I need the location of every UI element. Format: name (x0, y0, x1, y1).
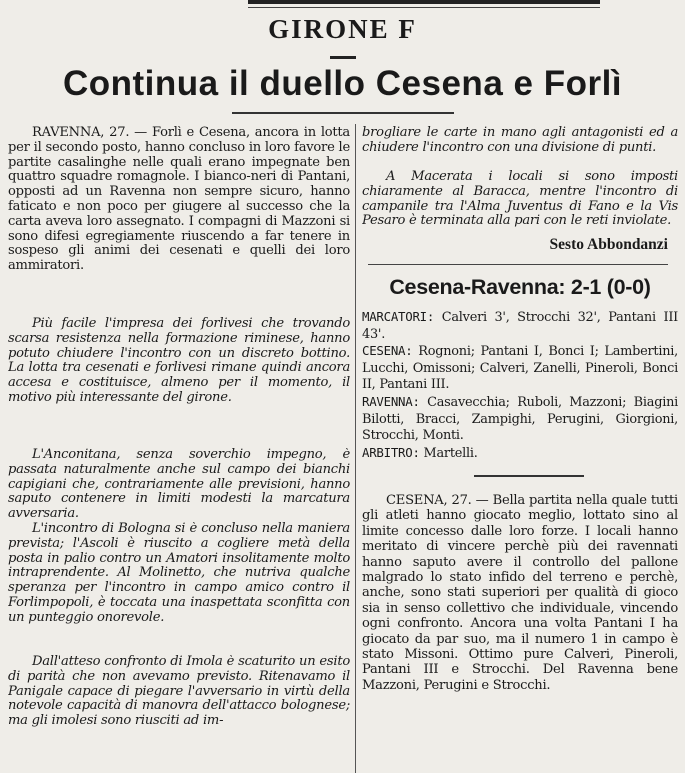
ravenna-players: Casavecchia; Ruboli, Mazzoni; Biagini Bilotti, Bracci, Zampighi, Perugini, Giorgioni, Strocchi, Monti. (362, 394, 678, 444)
right-column (362, 126, 678, 773)
referee-line (362, 445, 678, 463)
paragraph-bologna: L'incontro di Bologna si è concluso nella maniera prevista; l'Ascoli è riuscito a cogliere metà della posta in palio contro un Amatori insolitamente molto intraprendente. Al Molinetto, che nutriva qualche speranza per l'incontro in campo amico contro il Forlimpopoli, è toccata una inaspettata sconfitta con un punteggio onorevole. (8, 522, 350, 625)
match-result-title: Cesena-Ravenna: 2-1 (0-0) (389, 275, 651, 299)
scorers-line (362, 309, 678, 343)
cesena-lineup (362, 343, 678, 394)
article-headline: Continua il duello Cesena e Forlì (62, 64, 623, 103)
ravenna-lineup (362, 394, 678, 445)
scorers-label: MARCATORI: (362, 309, 435, 324)
ravenna-label: RAVENNA: (362, 393, 420, 409)
paragraph-anconitana: L'Anconitana, senza soverchio impegno, è passata naturalmente anche sul campo dei bianchi capigiani che, contrariamente alle previsioni, hanno saputo contenere in limiti modesti la marcatura avversaria. (8, 448, 350, 522)
signature-rule (368, 264, 668, 265)
section-dash (330, 56, 356, 59)
match-report (362, 493, 678, 773)
author-signature: Sesto Abbondanzi (549, 236, 668, 253)
column-divider (355, 124, 356, 773)
section-heading: GIRONE F (268, 14, 417, 44)
referee-label: ARBITRO: (362, 444, 420, 460)
paragraph-match-report: CESENA, 27. — Bella partita nella quale tutti gli atleti hanno giocato meglio, lottato sino al limite concesso dalle loro forze. I locali hanno meritato di vincere perchè più dei ravennati hanno saputo avere il controllo del pallone malgrado lo stato infido del terreno e perchè, anche, sono stati superiori per qualità di gioco sia in senso collettivo che individuale, vincendo ogni confronto. Ancora una volta Pantani I ha giocato da par suo, ma il numero 1 in campo è stato Missoni. Ottimo pure Calveri, Pineroli, Pantani III e Strocchi. Del Ravenna bene Mazzoni, Perugini e Strocchi. (362, 493, 678, 693)
headline-rule (232, 112, 454, 114)
cesena-label: CESENA: (362, 343, 413, 359)
paragraph-ravenna-intro: RAVENNA, 27. — Forlì e Cesena, ancora in lotta per il secondo posto, hanno concluso in loro favore le partite casalinghe nelle quali erano impegnate ben quattro squadre romagnole. I bianco-neri di Pantani, opposti ad un Ravenna non sempre sicuro, hanno faticato e non poco per giugere al successo che la carta aveva loro assegnato. I compagni di Mazzoni si sono difesi egregiamente riuscendo a far tenere in sospeso gli animi dei cesenati e quelli dei loro ammiratori. (8, 126, 350, 274)
top-rule (248, 0, 600, 4)
paragraph-continuation: brogliare le carte in mano agli antagonisti ed a chiudere l'incontro con una divisione di punti. (362, 126, 678, 155)
match-lineups (362, 309, 678, 463)
scorers-value: Calveri 3', Strocchi 32', Pantani III 43'. (362, 310, 678, 342)
left-column (8, 126, 350, 773)
referee-name: Martelli. (423, 445, 478, 461)
paragraph-imola: Dall'atteso confronto di Imola è scaturito un esito di parità che non avevamo previsto. Ritenavamo il Panigale capace di piegare l'avversario in virtù della notevole capacità di manovra dell'attacco bolognese; ma gli imolesi sono riusciti ad im- (8, 655, 350, 729)
top-rule-thin (248, 7, 600, 8)
report-rule (474, 475, 584, 477)
paragraph-macerata: A Macerata i locali si sono imposti chiaramente al Baracca, mentre l'incontro di campanile tra l'Alma Juventus di Fano e la Vis Pesaro è terminata alla pari con le reti inviolate. (362, 170, 678, 229)
paragraph-forlivesi: Più facile l'impresa dei forlivesi che trovando scarsa resistenza nella formazione riminese, hanno potuto chiudere l'incontro con un discreto bottino. La lotta tra cesenati e forlivesi rimane quindi ancora accesa e costituisce, almeno per il momento, il motivo più interessante del girone. (8, 317, 350, 405)
cesena-players: Rognoni; Pantani I, Bonci I; Lambertini, Lucchi, Omissoni; Calveri, Zanelli, Pineroli, Bonci II, Pantani III. (362, 344, 678, 393)
